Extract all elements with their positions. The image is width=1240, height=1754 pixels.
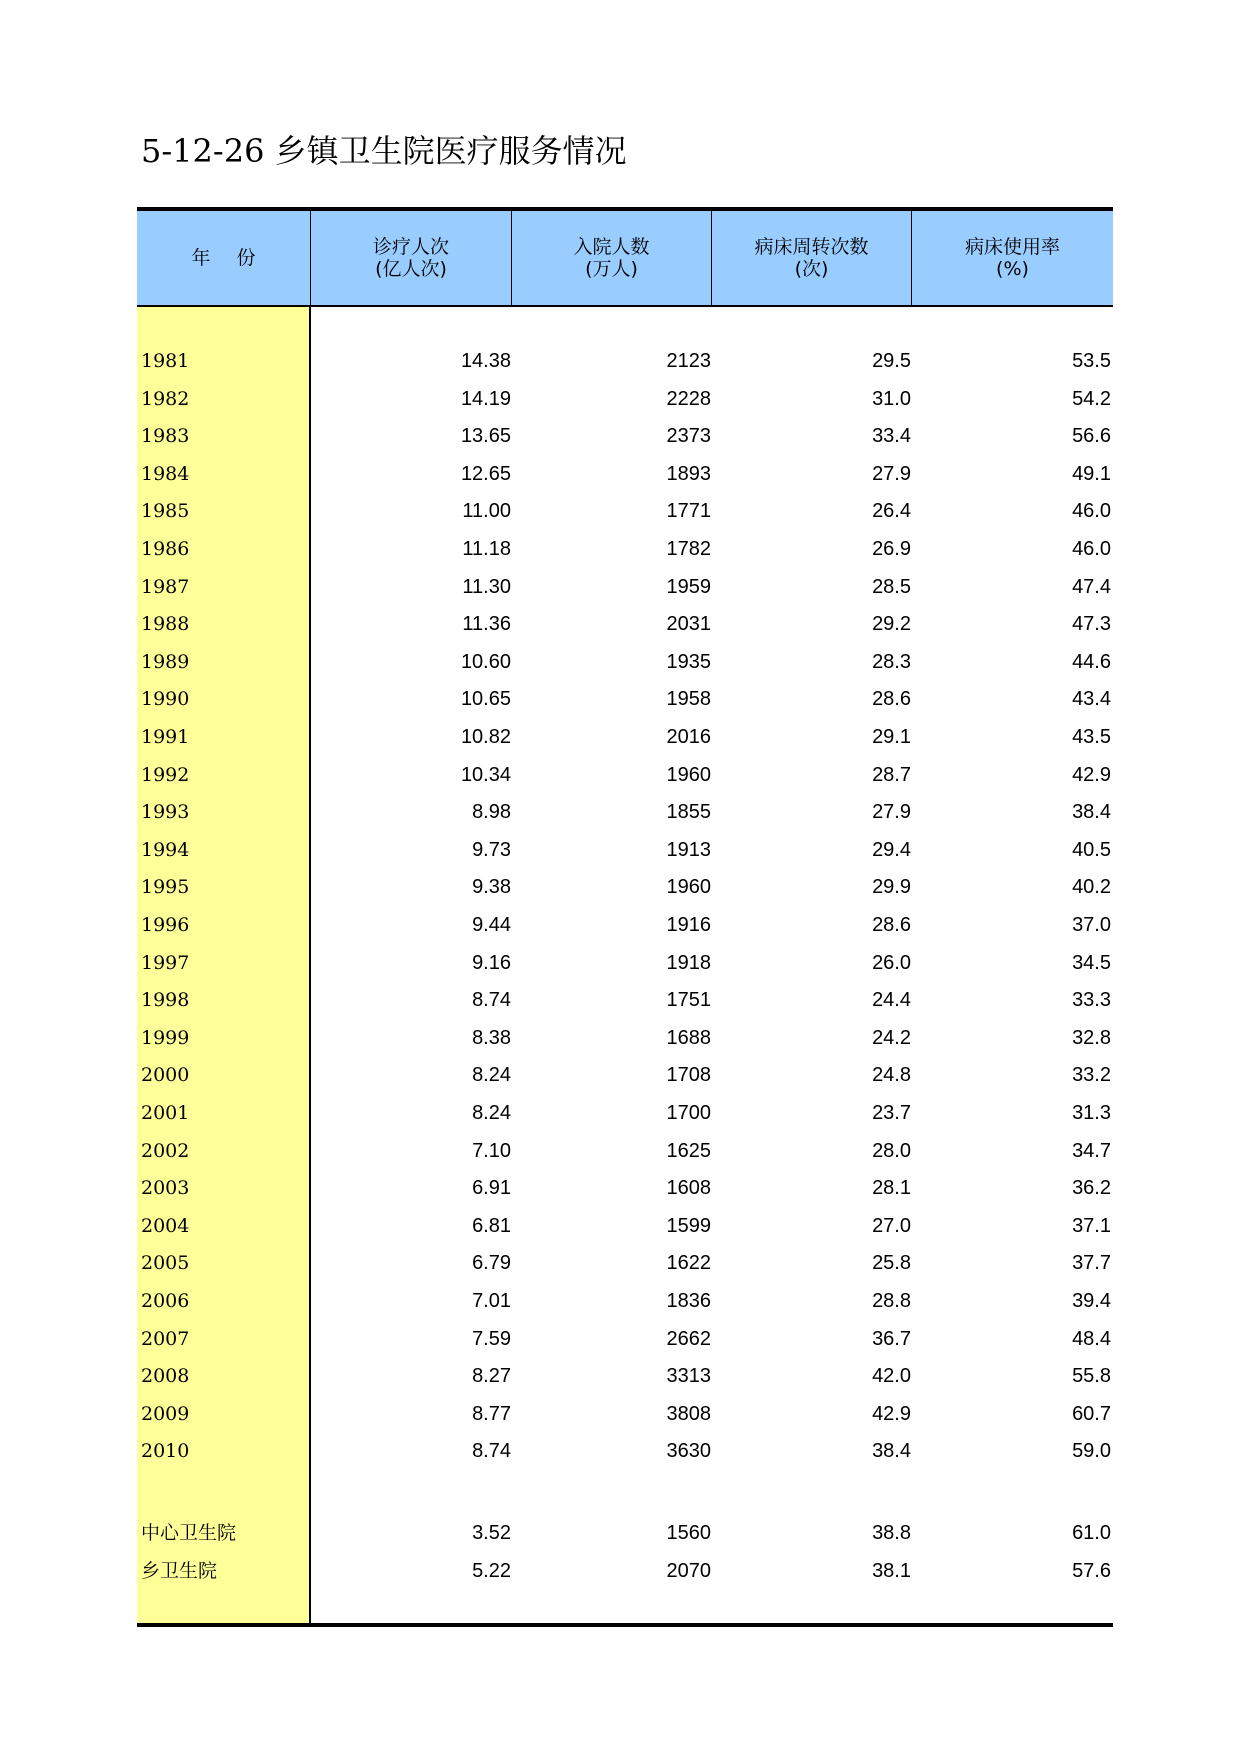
cell-bed-turnover: 26.0 [872, 951, 911, 974]
cell-visits: 10.82 [460, 726, 511, 748]
cell-visits: 12.65 [460, 462, 511, 485]
cell-year: 1986 [141, 538, 190, 560]
page-title: 5-12-26 乡镇卫生院医疗服务情况 [141, 132, 627, 170]
header-visits-unit: (亿人次) [375, 258, 447, 280]
table-row [137, 343, 1113, 381]
cell-bed-turnover: 36.7 [872, 1327, 911, 1350]
cell-admissions: 1836 [666, 1290, 711, 1312]
cell-admissions: 1771 [666, 500, 711, 523]
cell-year: 1982 [141, 387, 190, 410]
cell-bed-usage: 61.0 [1072, 1522, 1111, 1544]
table-row [137, 1170, 1113, 1208]
cell-admissions: 1916 [666, 914, 711, 936]
cell-bed-turnover: 28.7 [872, 763, 911, 786]
cell-year: 1998 [141, 989, 190, 1012]
header-bed-usage-label: 病床使用率 [964, 236, 1060, 258]
cell-bed-turnover: 28.1 [872, 1177, 911, 1200]
table-row [137, 1321, 1113, 1359]
cell-bed-turnover: 28.6 [872, 914, 911, 936]
cell-year: 2004 [141, 1214, 190, 1237]
cell-year: 1993 [141, 801, 190, 824]
table-row [137, 531, 1113, 569]
cell-visits: 11.36 [462, 613, 511, 636]
cell-year: 1981 [141, 350, 190, 372]
cell-admissions: 1935 [666, 650, 711, 673]
cell-year: 1995 [141, 876, 190, 899]
cell-admissions: 2123 [666, 350, 711, 372]
cell-bed-usage: 55.8 [1072, 1365, 1111, 1388]
cell-visits: 8.77 [472, 1402, 511, 1425]
cell-bed-usage: 34.7 [1072, 1139, 1111, 1162]
cell-year: 1997 [141, 951, 190, 974]
cell-visits: 7.01 [472, 1290, 511, 1312]
cell-bed-usage: 37.1 [1072, 1214, 1111, 1237]
cell-visits: 11.30 [462, 575, 511, 598]
cell-year: 2007 [141, 1327, 190, 1350]
header-admissions-label: 入院人数 [573, 236, 650, 258]
cell-bed-usage: 57.6 [1072, 1559, 1111, 1582]
cell-bed-usage: 60.7 [1072, 1402, 1111, 1425]
table-row [137, 1057, 1113, 1095]
cell-bed-turnover: 38.8 [872, 1522, 911, 1544]
cell-bed-usage: 40.2 [1072, 876, 1111, 899]
cell-admissions: 3313 [666, 1365, 711, 1388]
cell-bed-turnover: 23.7 [872, 1102, 911, 1124]
cell-admissions: 1599 [666, 1214, 711, 1237]
cell-bed-usage: 54.2 [1072, 387, 1111, 410]
cell-admissions: 1782 [666, 538, 711, 560]
table-row [137, 1433, 1113, 1471]
cell-visits: 8.27 [472, 1365, 511, 1388]
table-row [137, 1553, 1113, 1591]
table-row [137, 794, 1113, 832]
cell-year: 1996 [141, 914, 190, 936]
table-row [137, 1358, 1113, 1396]
header-bed-usage-unit: (%) [996, 258, 1029, 280]
cell-visits: 9.73 [472, 838, 511, 861]
header-bed-usage [911, 211, 1113, 305]
cell-bed-usage: 46.0 [1072, 500, 1111, 523]
table-row [137, 493, 1113, 531]
cell-visits: 10.60 [460, 650, 511, 673]
table-row [137, 418, 1113, 456]
cell-visits: 5.22 [472, 1559, 511, 1582]
cell-visits: 6.79 [472, 1252, 511, 1275]
cell-bed-usage: 43.5 [1072, 726, 1111, 748]
header-admissions-unit: (万人) [585, 258, 638, 280]
cell-admissions: 2016 [666, 726, 711, 748]
cell-year: 1983 [141, 425, 190, 448]
cell-bed-turnover: 27.9 [872, 801, 911, 824]
cell-bed-turnover: 26.9 [872, 538, 911, 560]
cell-bed-turnover: 24.4 [872, 989, 911, 1012]
cell-year: 1987 [141, 575, 190, 598]
cell-visits: 9.38 [472, 876, 511, 899]
cell-visits: 13.65 [460, 425, 511, 448]
cell-bed-turnover: 24.2 [872, 1026, 911, 1049]
cell-bed-turnover: 28.5 [872, 575, 911, 598]
table-row [137, 1020, 1113, 1058]
cell-bed-usage: 46.0 [1072, 538, 1111, 560]
cell-visits: 14.38 [460, 350, 511, 372]
table-row [137, 381, 1113, 419]
cell-bed-turnover: 29.1 [872, 726, 911, 748]
cell-bed-usage: 47.3 [1072, 613, 1111, 636]
cell-year: 1994 [141, 838, 190, 861]
cell-visits: 9.44 [472, 914, 511, 936]
cell-year: 乡卫生院 [141, 1559, 218, 1582]
header-year-label: 年份 [191, 247, 282, 269]
cell-year: 1990 [141, 688, 190, 711]
cell-bed-turnover: 42.9 [872, 1402, 911, 1425]
header-visits [311, 211, 511, 305]
cell-bed-turnover: 27.9 [872, 462, 911, 485]
cell-visits: 10.34 [460, 763, 511, 786]
cell-bed-turnover: 26.4 [872, 500, 911, 523]
cell-admissions: 1918 [666, 951, 711, 974]
cell-admissions: 2373 [666, 425, 711, 448]
table-row [137, 1095, 1113, 1133]
cell-admissions: 2662 [666, 1327, 711, 1350]
cell-admissions: 1751 [666, 989, 711, 1012]
cell-bed-turnover: 27.0 [872, 1214, 911, 1237]
table-row [137, 907, 1113, 945]
table-row [137, 1245, 1113, 1283]
table-row [137, 681, 1113, 719]
cell-bed-usage: 32.8 [1072, 1026, 1111, 1049]
cell-bed-usage: 40.5 [1072, 838, 1111, 861]
header-year [137, 211, 311, 305]
table-row [137, 719, 1113, 757]
cell-visits: 3.52 [472, 1522, 511, 1544]
cell-bed-usage: 56.6 [1072, 425, 1111, 448]
cell-year: 2005 [141, 1252, 190, 1275]
cell-visits: 14.19 [460, 387, 511, 410]
cell-admissions: 1608 [666, 1177, 711, 1200]
cell-year: 2009 [141, 1402, 190, 1425]
cell-bed-turnover: 24.8 [872, 1064, 911, 1087]
cell-admissions: 2031 [666, 613, 711, 636]
cell-bed-turnover: 29.9 [872, 876, 911, 899]
cell-admissions: 3808 [666, 1402, 711, 1425]
cell-year: 2003 [141, 1177, 190, 1200]
cell-admissions: 1708 [666, 1064, 711, 1087]
table-row [137, 869, 1113, 907]
cell-year: 中心卫生院 [141, 1522, 237, 1544]
table-row [137, 569, 1113, 607]
table-row [137, 982, 1113, 1020]
cell-bed-turnover: 28.8 [872, 1290, 911, 1312]
table-row [137, 456, 1113, 494]
cell-bed-usage: 33.3 [1072, 989, 1111, 1012]
cell-bed-usage: 33.2 [1072, 1064, 1111, 1087]
cell-admissions: 1960 [666, 763, 711, 786]
cell-visits: 8.98 [472, 801, 511, 824]
cell-bed-usage: 43.4 [1072, 688, 1111, 711]
cell-admissions: 2228 [666, 387, 711, 410]
table-row [137, 1396, 1113, 1434]
cell-bed-usage: 39.4 [1072, 1290, 1111, 1312]
cell-visits: 7.59 [472, 1327, 511, 1350]
cell-bed-turnover: 42.0 [872, 1365, 911, 1388]
cell-year: 2008 [141, 1365, 190, 1388]
cell-bed-usage: 37.0 [1072, 914, 1111, 936]
cell-bed-turnover: 31.0 [872, 387, 911, 410]
cell-bed-turnover: 28.3 [872, 650, 911, 673]
cell-bed-usage: 44.6 [1072, 650, 1111, 673]
cell-bed-turnover: 29.5 [872, 350, 911, 372]
cell-admissions: 3630 [666, 1440, 711, 1463]
table-row [137, 832, 1113, 870]
header-admissions [511, 211, 711, 305]
cell-bed-usage: 34.5 [1072, 951, 1111, 974]
cell-admissions: 1700 [666, 1102, 711, 1124]
cell-bed-usage: 48.4 [1072, 1327, 1111, 1350]
cell-bed-usage: 36.2 [1072, 1177, 1111, 1200]
cell-visits: 11.18 [462, 538, 511, 560]
cell-bed-turnover: 29.4 [872, 838, 911, 861]
cell-admissions: 1913 [666, 838, 711, 861]
cell-admissions: 2070 [666, 1559, 711, 1582]
cell-bed-usage: 59.0 [1072, 1440, 1111, 1463]
cell-visits: 8.24 [472, 1064, 511, 1087]
table-row [137, 1515, 1113, 1553]
cell-bed-usage: 49.1 [1072, 462, 1111, 485]
cell-year: 2006 [141, 1290, 190, 1312]
cell-bed-usage: 53.5 [1072, 350, 1111, 372]
cell-visits: 7.10 [472, 1139, 511, 1162]
cell-bed-usage: 31.3 [1072, 1102, 1111, 1124]
cell-year: 2002 [141, 1139, 190, 1162]
cell-year: 1992 [141, 763, 190, 786]
table-bottom-rule [137, 1623, 1113, 1627]
cell-admissions: 1560 [666, 1522, 711, 1544]
cell-bed-turnover: 28.0 [872, 1139, 911, 1162]
cell-bed-turnover: 28.6 [872, 688, 911, 711]
cell-bed-usage: 47.4 [1072, 575, 1111, 598]
cell-visits: 8.24 [472, 1102, 511, 1124]
cell-year: 2001 [141, 1102, 190, 1124]
cell-visits: 6.81 [472, 1214, 511, 1237]
header-bed-turnover [711, 211, 911, 305]
cell-admissions: 1688 [666, 1026, 711, 1049]
cell-admissions: 1958 [666, 688, 711, 711]
cell-bed-turnover: 33.4 [872, 425, 911, 448]
cell-year: 1991 [141, 726, 190, 748]
header-visits-label: 诊疗人次 [372, 236, 449, 258]
cell-bed-turnover: 25.8 [872, 1252, 911, 1275]
table-row [137, 606, 1113, 644]
table-row [137, 1208, 1113, 1246]
cell-admissions: 1893 [666, 462, 711, 485]
cell-bed-usage: 38.4 [1072, 801, 1111, 824]
data-table [137, 207, 1113, 1627]
cell-year: 1988 [141, 613, 190, 636]
cell-admissions: 1622 [666, 1252, 711, 1275]
table-row [137, 1133, 1113, 1171]
cell-admissions: 1855 [666, 801, 711, 824]
cell-admissions: 1960 [666, 876, 711, 899]
cell-visits: 10.65 [460, 688, 511, 711]
cell-admissions: 1959 [666, 575, 711, 598]
cell-bed-usage: 42.9 [1072, 763, 1111, 786]
table-row [137, 945, 1113, 983]
cell-visits: 11.00 [462, 500, 511, 523]
header-bed-turnover-label: 病床周转次数 [754, 236, 869, 258]
cell-visits: 8.74 [472, 989, 511, 1012]
cell-bed-turnover: 38.1 [872, 1559, 911, 1582]
table-row [137, 1283, 1113, 1321]
cell-bed-turnover: 38.4 [872, 1440, 911, 1463]
table-row [137, 644, 1113, 682]
cell-year: 1989 [141, 650, 190, 673]
cell-year: 1985 [141, 500, 190, 523]
cell-visits: 8.38 [472, 1026, 511, 1049]
cell-visits: 9.16 [472, 951, 511, 974]
cell-year: 1984 [141, 462, 190, 485]
cell-visits: 8.74 [472, 1440, 511, 1463]
cell-bed-turnover: 29.2 [872, 613, 911, 636]
cell-year: 1999 [141, 1026, 190, 1049]
cell-year: 2000 [141, 1064, 190, 1087]
cell-year: 2010 [141, 1440, 190, 1463]
table-row [137, 757, 1113, 795]
header-bed-turnover-unit: (次) [794, 258, 829, 280]
cell-visits: 6.91 [472, 1177, 511, 1200]
cell-admissions: 1625 [666, 1139, 711, 1162]
table-header [137, 211, 1113, 307]
cell-bed-usage: 37.7 [1072, 1252, 1111, 1275]
